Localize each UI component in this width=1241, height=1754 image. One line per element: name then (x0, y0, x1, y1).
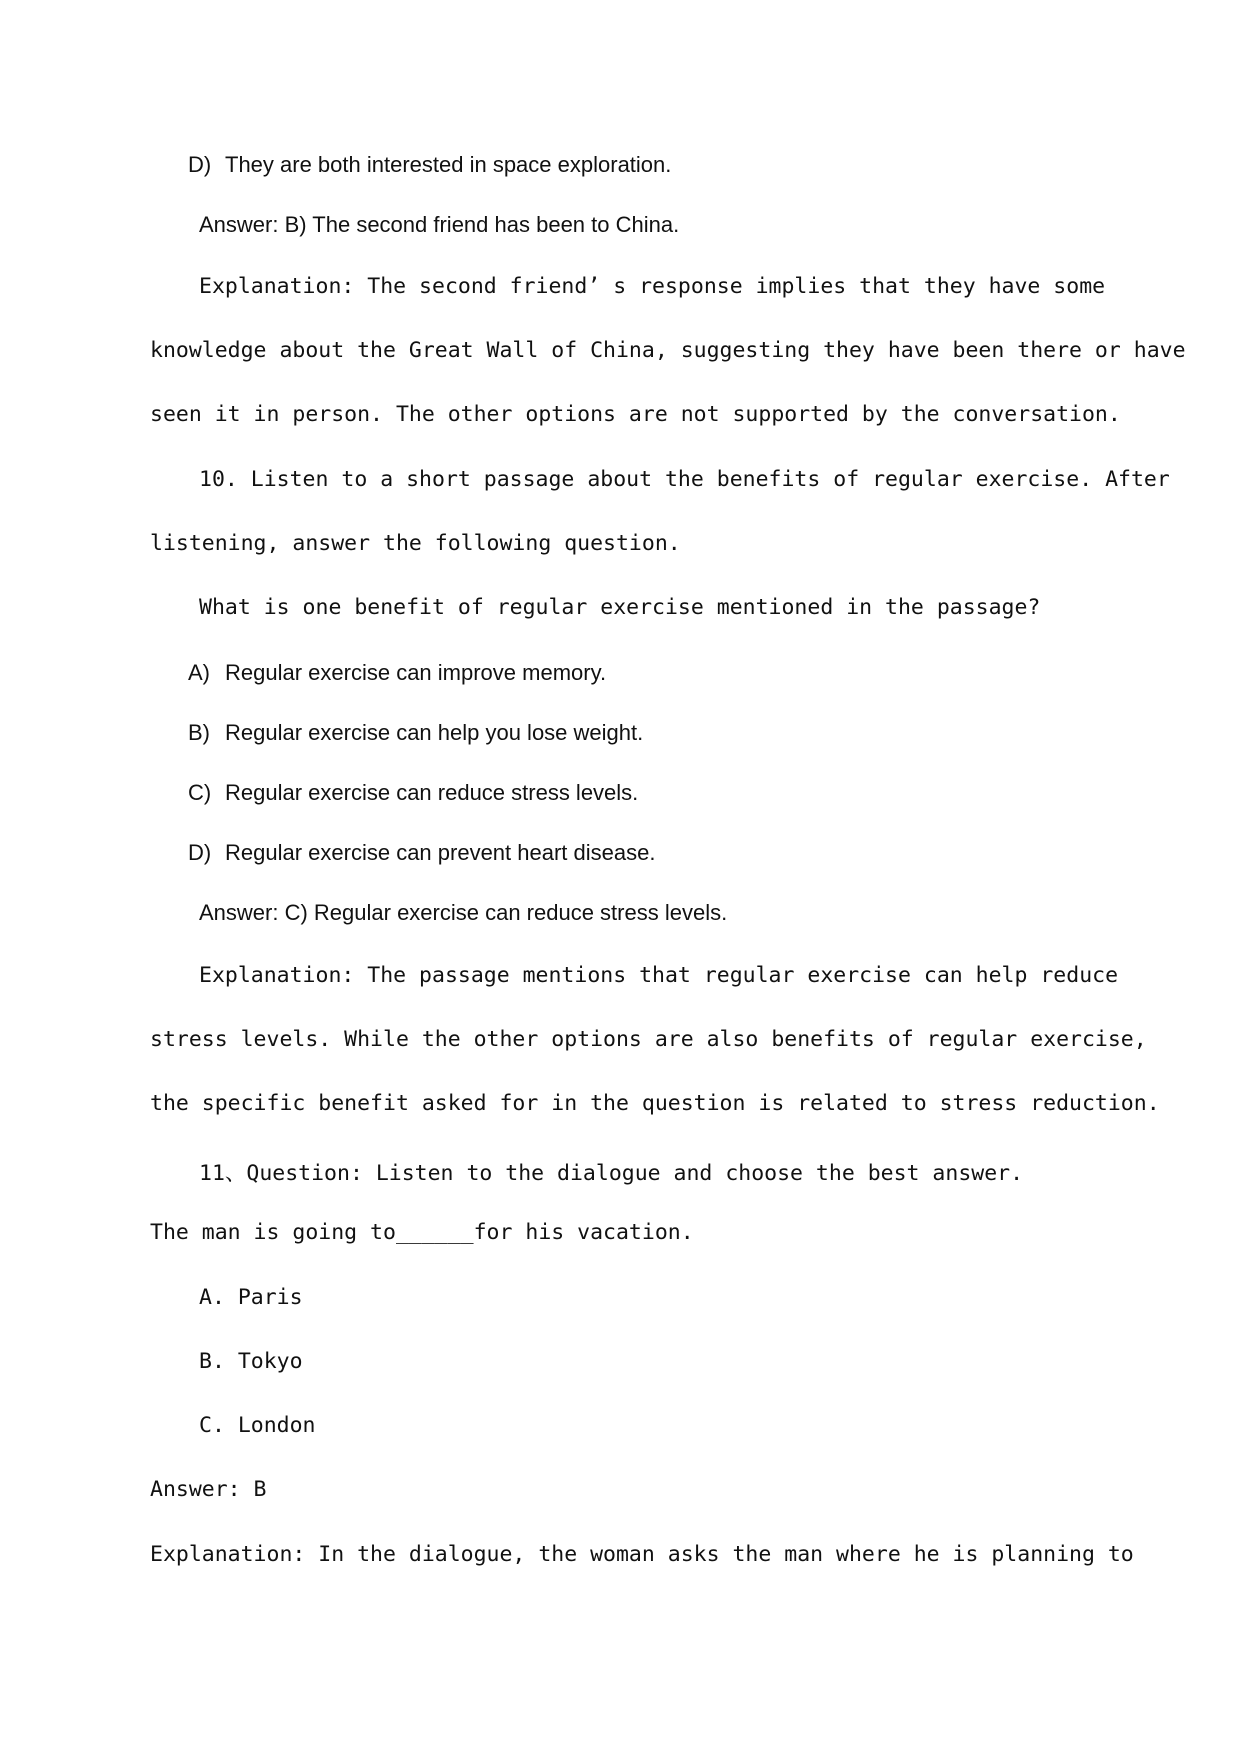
option-text: They are both interested in space exploration. (225, 152, 672, 177)
q11-stem: The man is going to______for his vacation. (150, 1220, 694, 1245)
q9-explanation-line: knowledge about the Great Wall of China, suggesting they have been there or have (150, 338, 1186, 363)
q9-explanation-line: seen it in person. The other options are not supported by the conversation. (150, 402, 1121, 427)
q11-prompt: 11、Question: Listen to the dialogue and choose the best answer. (199, 1161, 1024, 1186)
option-key: B) (188, 720, 210, 745)
q10-answer: Answer: C) Regular exercise can reduce stress levels. (199, 900, 728, 925)
q9-answer: Answer: B) The second friend has been to China. (199, 212, 680, 237)
option-text: Regular exercise can prevent heart disease. (225, 840, 656, 865)
q10-explanation-line: stress levels. While the other options are also benefits of regular exercise, (150, 1027, 1147, 1052)
q11-option: C. London (199, 1413, 316, 1438)
q10-explanation-line: the specific benefit asked for in the question is related to stress reduction. (150, 1091, 1160, 1116)
option-key: A) (188, 660, 210, 685)
q10-explanation-line: Explanation: The passage mentions that regular exercise can help reduce (199, 963, 1119, 988)
option-text: Regular exercise can help you lose weight. (225, 720, 644, 745)
q11-answer: Answer: B (150, 1477, 267, 1502)
q10-question: What is one benefit of regular exercise mentioned in the passage? (199, 595, 1041, 620)
q11-explanation: Explanation: In the dialogue, the woman asks the man where he is planning to (150, 1542, 1134, 1567)
option-text: Regular exercise can improve memory. (225, 660, 607, 685)
q10-prompt-line: 10. Listen to a short passage about the benefits of regular exercise. After (199, 467, 1170, 492)
q11-option: B. Tokyo (199, 1349, 303, 1374)
q9-explanation-line: Explanation: The second friend’ s response implies that they have some (199, 274, 1106, 299)
q11-option: A. Paris (199, 1285, 303, 1310)
option-key: C) (188, 780, 212, 805)
option-key: D) (188, 152, 212, 177)
option-text: Regular exercise can reduce stress levels. (225, 780, 639, 805)
option-key: D) (188, 840, 212, 865)
q10-prompt-line: listening, answer the following question. (150, 531, 681, 556)
